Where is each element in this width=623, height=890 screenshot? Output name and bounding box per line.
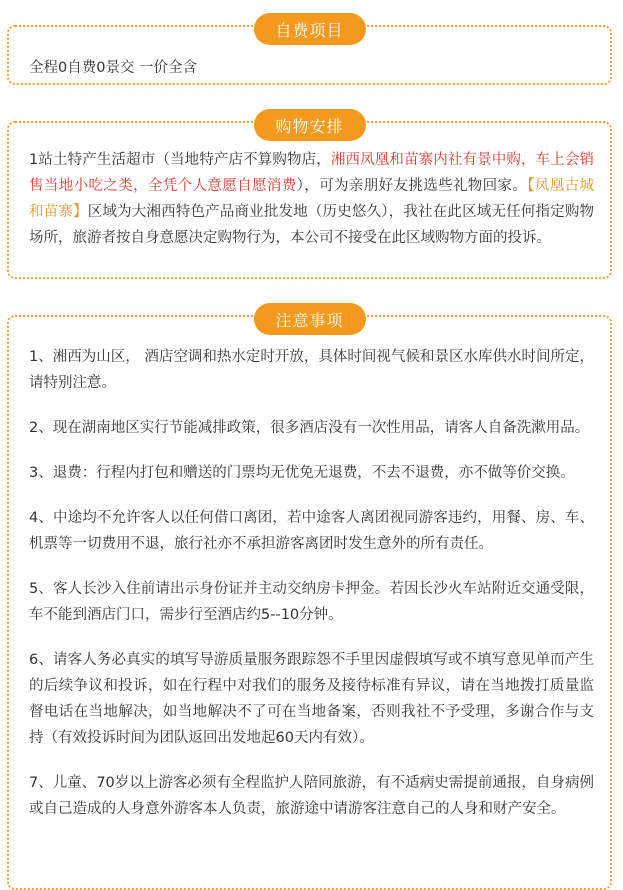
shopping-text-part1: 1站土特产生活超市（当地特产店不算购物店，	[29, 152, 331, 168]
section-title-self-pay: 自费项目	[254, 13, 366, 45]
shopping-text-part3: 区域为大湘西特色产品商业批发地（历史悠久），我社在此区域无任何指定购物场所，旅游者按自身意愿决定购物行为，本公司不接受在此区域购物方面的投诉。	[29, 204, 595, 246]
note-item: 3、退费：行程内打包和赠送的门票均无优免无退费，不去不退费，亦不做等价交换。	[29, 465, 575, 481]
shopping-text	[29, 147, 594, 251]
self-pay-text: 全程0自费0景交 一价全含	[29, 60, 198, 76]
section-self-pay	[7, 20, 612, 85]
note-item: 5、客人长沙入住前请出示身份证并主动交纳房卡押金。若因长沙火车站附近交通受限，车不能到酒店门口，需步行至酒店约5--10分钟。	[29, 581, 594, 623]
section-title-shopping: 购物安排	[254, 109, 366, 141]
note-item: 6、请客人务必真实的填写导游质量服务跟踪怨不手里因虚假填写或不填写意见单而产生的后续争议和投诉，如在行程中对我们的服务及接待标准有异议，请在当地拨打质量监督电话在当地解决，如当地解决不了可在当地备案，否则我社不予受理，多谢合作与支持（有效投诉时间为团队返回出发地起60天内有效）。	[29, 652, 594, 746]
shopping-text-highlight-red: 湘西凤凰和苗寨内社有景中购，车上会销售当地小吃之类，全凭个人意愿自愿消费	[29, 152, 594, 194]
shopping-text-part2: ），可为亲朋好友挑选些礼物回家。	[296, 178, 528, 194]
note-item: 4、中途均不允许客人以任何借口离团，若中途客人离团视同游客违约，用餐、房、车、机票等一切费用不退，旅行社亦不承担游客离团时发生意外的所有责任。	[29, 510, 594, 552]
note-item: 1、湘西为山区， 酒店空调和热水定时开放，具体时间视气候和景区水库供水时间所定，请特别注意。	[29, 349, 594, 391]
note-item: 7、儿童、70岁以上游客必须有全程监护人陪同旅游，有不适病史需提前通报，自身病例或自己造成的人身意外游客本人负责，旅游途中请游客注意自己的人身和财产安全。	[29, 775, 594, 817]
section-title-notes: 注意事项	[254, 303, 366, 335]
section-shopping	[7, 116, 612, 279]
section-notes	[7, 310, 612, 890]
shopping-text-highlight-orange: 【凤凰古城和苗寨】	[29, 178, 595, 220]
notes-list	[29, 344, 594, 841]
note-item: 2、现在湖南地区实行节能减排政策，很多酒店没有一次性用品，请客人自备洗漱用品。	[29, 420, 590, 436]
